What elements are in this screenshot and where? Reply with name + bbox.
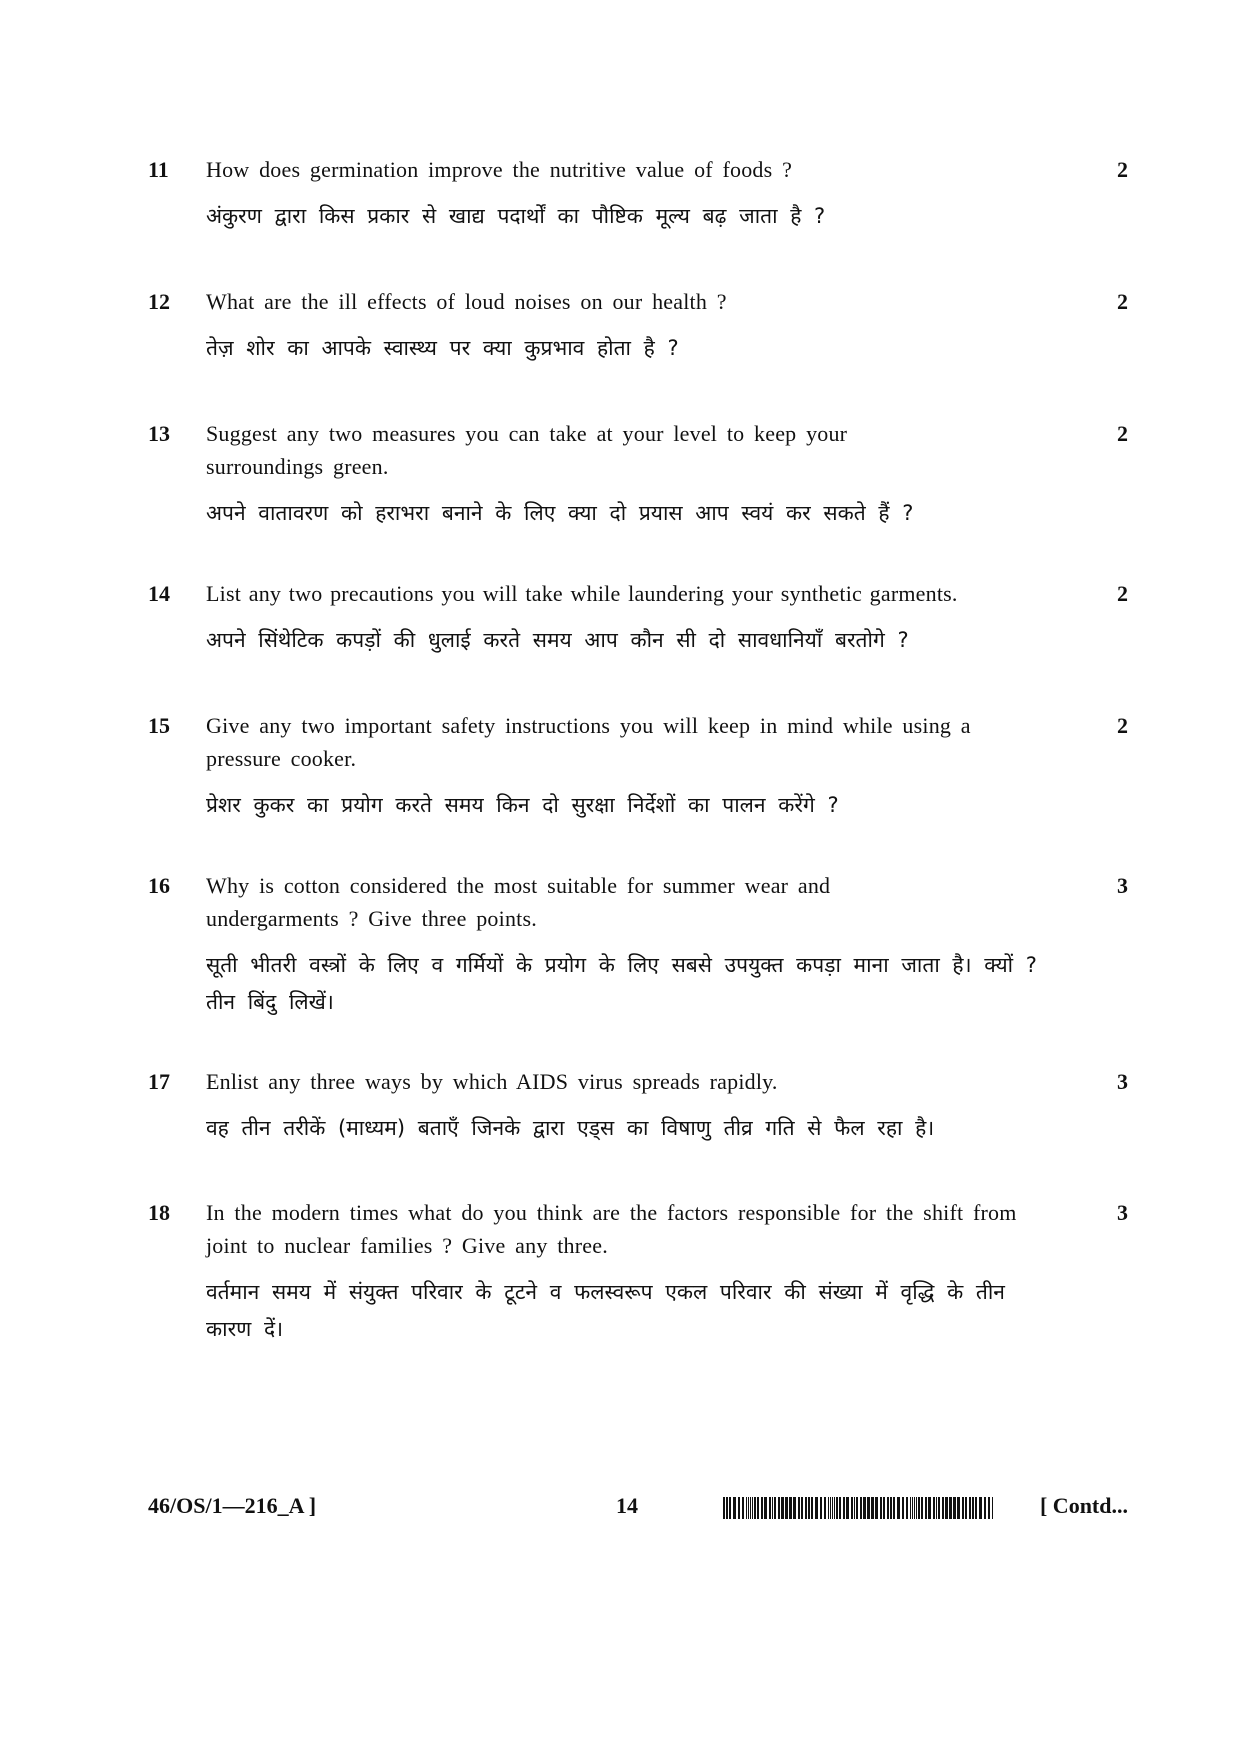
question-text-english: In the modern times what do you think are the factors responsible for the shift from joint to nuclear families ? Give any three. xyxy=(206,1200,1017,1258)
page-footer xyxy=(148,1493,1128,1533)
question-text-english: Why is cotton considered the most suitable for summer wear and undergarments ? Give three points. xyxy=(206,873,831,931)
question-body xyxy=(206,153,1061,235)
question-text-hindi: अपने सिंथेटिक कपड़ों की धुलाई करते समय आप कौन सी दो सावधानियाँ बरतोगे ? xyxy=(206,628,909,652)
question-body xyxy=(206,1196,1061,1348)
question-body xyxy=(206,1065,1061,1147)
question-text-hindi: वर्तमान समय में संयुक्त परिवार के टूटने व फलस्वरूप एकल परिवार की संख्या में वृद्धि के तीन कारण दें। xyxy=(206,1280,1005,1341)
question-marks: 3 xyxy=(1117,1069,1128,1094)
page-number: 14 xyxy=(616,1493,638,1518)
question-body xyxy=(206,577,1061,659)
question-number: 17 xyxy=(148,1069,170,1094)
question-text-english: List any two precautions you will take while laundering your synthetic garments. xyxy=(206,581,958,606)
question-marks: 2 xyxy=(1117,157,1128,182)
question-number: 15 xyxy=(148,713,170,738)
question-body xyxy=(206,285,1061,367)
question-text-english: What are the ill effects of loud noises on our health ? xyxy=(206,289,727,314)
question-marks: 2 xyxy=(1117,581,1128,606)
question-text-hindi: सूती भीतरी वस्त्रों के लिए व गर्मियों के प्रयोग के लिए सबसे उपयुक्त कपड़ा माना जाता है। क्यों ? तीन बिंदु लिखें। xyxy=(206,953,1037,1014)
question-number: 11 xyxy=(148,157,169,182)
paper-code: 46/OS/1—216_A ] xyxy=(148,1493,317,1518)
question-marks: 2 xyxy=(1117,421,1128,446)
question-body xyxy=(206,869,1061,1021)
question-text-hindi: अंकुरण द्वारा किस प्रकार से खाद्य पदार्थों का पौष्टिक मूल्य बढ़ जाता है ? xyxy=(206,204,826,228)
question-number: 13 xyxy=(148,421,170,446)
question-text-hindi: तेज़ शोर का आपके स्वास्थ्य पर क्या कुप्रभाव होता है ? xyxy=(206,336,679,360)
question-number: 12 xyxy=(148,289,170,314)
question-number: 16 xyxy=(148,873,170,898)
question-marks: 3 xyxy=(1117,1200,1128,1225)
question-text-english: How does germination improve the nutritive value of foods ? xyxy=(206,157,793,182)
question-text-hindi: वह तीन तरीकें (माध्यम) बताएँ जिनके द्वारा एड्स का विषाणु तीव्र गति से फैल रहा है। xyxy=(206,1116,935,1140)
question-number: 18 xyxy=(148,1200,170,1225)
question-text-hindi: प्रेशर कुकर का प्रयोग करते समय किन दो सुरक्षा निर्देशों का पालन करेंगे ? xyxy=(206,793,839,817)
barcode-icon xyxy=(723,1497,995,1519)
question-number: 14 xyxy=(148,581,170,606)
question-text-english: Enlist any three ways by which AIDS virus spreads rapidly. xyxy=(206,1069,778,1094)
continued-label: [ Contd... xyxy=(1039,1493,1128,1518)
question-body xyxy=(206,709,1061,824)
question-text-hindi: अपने वातावरण को हराभरा बनाने के लिए क्या दो प्रयास आप स्वयं कर सकते हैं ? xyxy=(206,501,914,525)
question-text-english: Give any two important safety instructions you will keep in mind while using a pressure cooker. xyxy=(206,713,971,771)
question-marks: 2 xyxy=(1117,289,1128,314)
question-marks: 3 xyxy=(1117,873,1128,898)
question-marks: 2 xyxy=(1117,713,1128,738)
question-body xyxy=(206,417,1061,532)
question-text-english: Suggest any two measures you can take at your level to keep your surroundings green. xyxy=(206,421,848,479)
